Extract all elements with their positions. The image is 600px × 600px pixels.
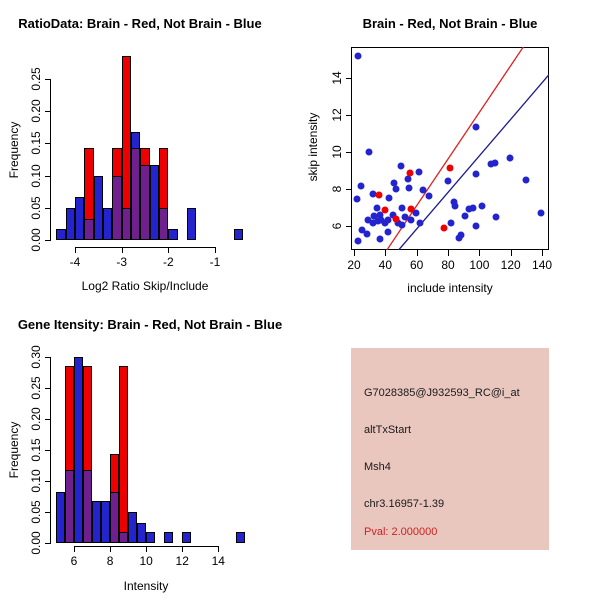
hist-bar-blue [56, 229, 65, 240]
scatter-ylabel: skip intensity [306, 112, 320, 182]
hist-bar-blue [137, 523, 146, 543]
ratio-hist-ylabel: Frequency [7, 121, 21, 179]
y-tick-label: 0.25 [29, 376, 43, 400]
scatter-point-blue [523, 176, 530, 183]
y-tick-label: 0.25 [29, 67, 43, 91]
scatter-point-blue [385, 195, 392, 202]
y-tick-label: 0.05 [29, 196, 43, 220]
x-tick-label: 10 [139, 554, 153, 568]
scatter-point-blue [447, 220, 454, 227]
scatter-point-blue [413, 210, 420, 217]
x-tick-label: -1 [209, 255, 221, 269]
scatter-point-blue [493, 213, 500, 220]
x-tick [74, 546, 75, 552]
y-tick [346, 115, 351, 116]
hist-bar-overlap [140, 165, 149, 240]
x-tick [448, 250, 449, 256]
scatter-xlabel: include intensity [407, 281, 493, 295]
y-tick [45, 543, 50, 544]
y-tick-label: 10 [330, 145, 344, 159]
y-axis-line [50, 79, 51, 241]
hist-bar-blue [168, 229, 177, 240]
scatter-point-blue [420, 187, 427, 194]
hist-bar-blue [234, 229, 243, 240]
gene-hist-xlabel: Intensity [123, 579, 169, 593]
scatter-point-blue [469, 204, 476, 211]
y-tick [346, 189, 351, 190]
hist-bar-overlap [83, 470, 92, 543]
x-tick [75, 247, 76, 253]
hist-bar-overlap [84, 219, 93, 240]
y-tick-label: 0.15 [29, 131, 43, 156]
hist-bar-blue [187, 208, 196, 240]
scatter-point-blue [472, 223, 479, 230]
y-tick [45, 481, 50, 482]
x-tick [122, 247, 123, 253]
hist-bar-blue [94, 176, 103, 240]
scatter-point-blue [445, 177, 452, 184]
x-tick-label: 20 [347, 258, 361, 272]
x-tick-label: 120 [500, 258, 521, 272]
scatter-point-blue [385, 229, 392, 236]
scatter-point-red [407, 206, 414, 213]
y-tick-label: 0.20 [29, 407, 43, 431]
scatter-point-blue [416, 168, 423, 175]
x-tick-label: 40 [378, 258, 393, 272]
x-tick [479, 250, 480, 256]
x-tick [215, 247, 216, 253]
y-tick-label: 0.30 [29, 345, 43, 369]
ratio-hist-title: RatioData: Brain - Red, Not Brain - Blue [18, 16, 262, 31]
gene-hist-ylabel: Frequency [7, 421, 21, 479]
y-tick-label: 8 [330, 185, 344, 193]
y-tick-label: 12 [330, 108, 344, 122]
scatter-point-red [407, 170, 414, 177]
y-tick [45, 512, 50, 513]
hist-bar-red [119, 366, 128, 543]
gene-info-panel [351, 348, 549, 550]
scatter-point-red [447, 164, 454, 171]
scatter-point-red [392, 215, 399, 222]
scatter-point-blue [355, 53, 362, 60]
y-tick [45, 240, 50, 241]
y-tick [45, 143, 50, 144]
y-tick-label: 0.00 [29, 531, 43, 555]
x-tick-label: -4 [69, 255, 81, 269]
y-tick-label: 0.20 [29, 99, 43, 123]
y-axis-line [50, 357, 51, 544]
y-tick [45, 419, 50, 420]
scatter-point-red [440, 224, 447, 231]
scatter-point-blue [451, 202, 458, 209]
pval-text: Pval: 2.000000 [364, 526, 438, 538]
x-tick [168, 247, 169, 253]
hist-bar-overlap [131, 148, 140, 240]
hist-bar-blue [182, 532, 191, 543]
hist-bar-blue [92, 501, 101, 543]
hist-bar-blue [66, 208, 75, 240]
x-tick-label: 6 [70, 554, 78, 568]
hist-bar-blue [103, 208, 112, 240]
x-tick-label: -3 [116, 255, 127, 269]
y-tick [45, 357, 50, 358]
y-tick [45, 388, 50, 389]
gene-name-text: Msh4 [364, 461, 391, 473]
scatter-point-blue [398, 204, 405, 211]
hist-bar-overlap [65, 470, 74, 543]
y-tick [45, 79, 50, 80]
y-tick-label: 0.05 [29, 500, 43, 524]
scatter-point-blue [426, 193, 433, 200]
scatter-point-blue [408, 216, 415, 223]
scatter-point-blue [473, 124, 480, 131]
y-tick-label: 6 [330, 222, 344, 230]
scatter-point-blue [506, 154, 513, 161]
x-tick [218, 546, 219, 552]
y-tick [346, 226, 351, 227]
hist-bar-blue [56, 492, 65, 543]
y-tick [346, 78, 351, 79]
x-tick [385, 250, 386, 256]
hist-bar-overlap [122, 208, 131, 240]
x-tick [110, 546, 111, 552]
y-tick [346, 152, 351, 153]
hist-bar-blue [101, 501, 110, 543]
scatter-point-blue [491, 159, 498, 166]
y-tick-label: 0.10 [29, 469, 43, 493]
x-tick [354, 250, 355, 256]
x-tick [146, 546, 147, 552]
hist-bar-blue [75, 197, 84, 240]
scatter-point-blue [358, 183, 365, 190]
x-axis-line [75, 247, 216, 248]
x-tick [511, 250, 512, 256]
x-tick-label: 14 [211, 554, 225, 568]
location-text: chr3.16957-1.39 [364, 498, 445, 510]
scatter-point-blue [353, 196, 360, 203]
gene-hist-title: Gene Itensity: Brain - Red, Not Brain - Blue [17, 317, 283, 332]
scatter-point-red [382, 207, 389, 214]
ratio-hist-xlabel: Log2 Ratio Skip/Include [81, 279, 209, 293]
scatter-point-blue [385, 217, 392, 224]
scatter-point-blue [374, 204, 381, 211]
hist-bar-overlap [159, 208, 168, 240]
scatter-point-blue [398, 222, 405, 229]
scatter-point-blue [416, 219, 423, 226]
y-tick-label: 14 [330, 71, 344, 86]
probe-id-text: G7028385@J932593_RC@i_at [364, 387, 520, 399]
x-tick-label: 140 [532, 258, 553, 272]
scatter-point-blue [376, 235, 383, 242]
y-tick [45, 208, 50, 209]
hist-bar-blue [128, 512, 137, 543]
event-type-text: altTxStart [364, 424, 412, 436]
scatter-point-blue [364, 231, 371, 238]
hist-bar-overlap [119, 532, 128, 543]
scatter-point-blue [461, 212, 468, 219]
x-tick-label: 12 [175, 554, 189, 568]
hist-bar-blue [146, 532, 155, 543]
hist-bar-blue [236, 532, 245, 543]
scatter-point-blue [390, 179, 397, 186]
y-tick [45, 176, 50, 177]
scatter-point-blue [398, 163, 405, 170]
x-tick-label: -2 [162, 255, 174, 269]
scatter-point-blue [406, 185, 413, 192]
scatter-title: Brain - Red, Not Brain - Blue [362, 16, 538, 31]
scatter-point-blue [455, 234, 462, 241]
scatter-point-blue [537, 210, 544, 217]
x-tick [542, 250, 543, 256]
scatter-point-red [376, 191, 383, 198]
hist-bar-blue [164, 532, 173, 543]
y-tick-label: 0.00 [29, 228, 43, 252]
y-tick [45, 111, 50, 112]
x-tick [417, 250, 418, 256]
scatter-point-blue [355, 237, 362, 244]
x-tick-label: 80 [441, 258, 455, 272]
scatter-point-blue [366, 149, 373, 156]
hist-bar-blue [74, 357, 83, 543]
scatter-point-blue [393, 186, 400, 193]
hist-bar-overlap [110, 492, 119, 543]
scatter-point-blue [479, 202, 486, 209]
y-tick-label: 0.15 [29, 438, 43, 462]
scatter-point-blue [473, 171, 480, 178]
x-tick-label: 60 [409, 258, 424, 272]
x-tick [182, 546, 183, 552]
hist-bar-blue [150, 165, 159, 240]
hist-bar-overlap [112, 176, 121, 240]
y-tick-label: 0.10 [29, 163, 43, 188]
x-tick-label: 8 [106, 554, 114, 568]
x-tick-label: 100 [469, 258, 490, 272]
y-tick [45, 450, 50, 451]
